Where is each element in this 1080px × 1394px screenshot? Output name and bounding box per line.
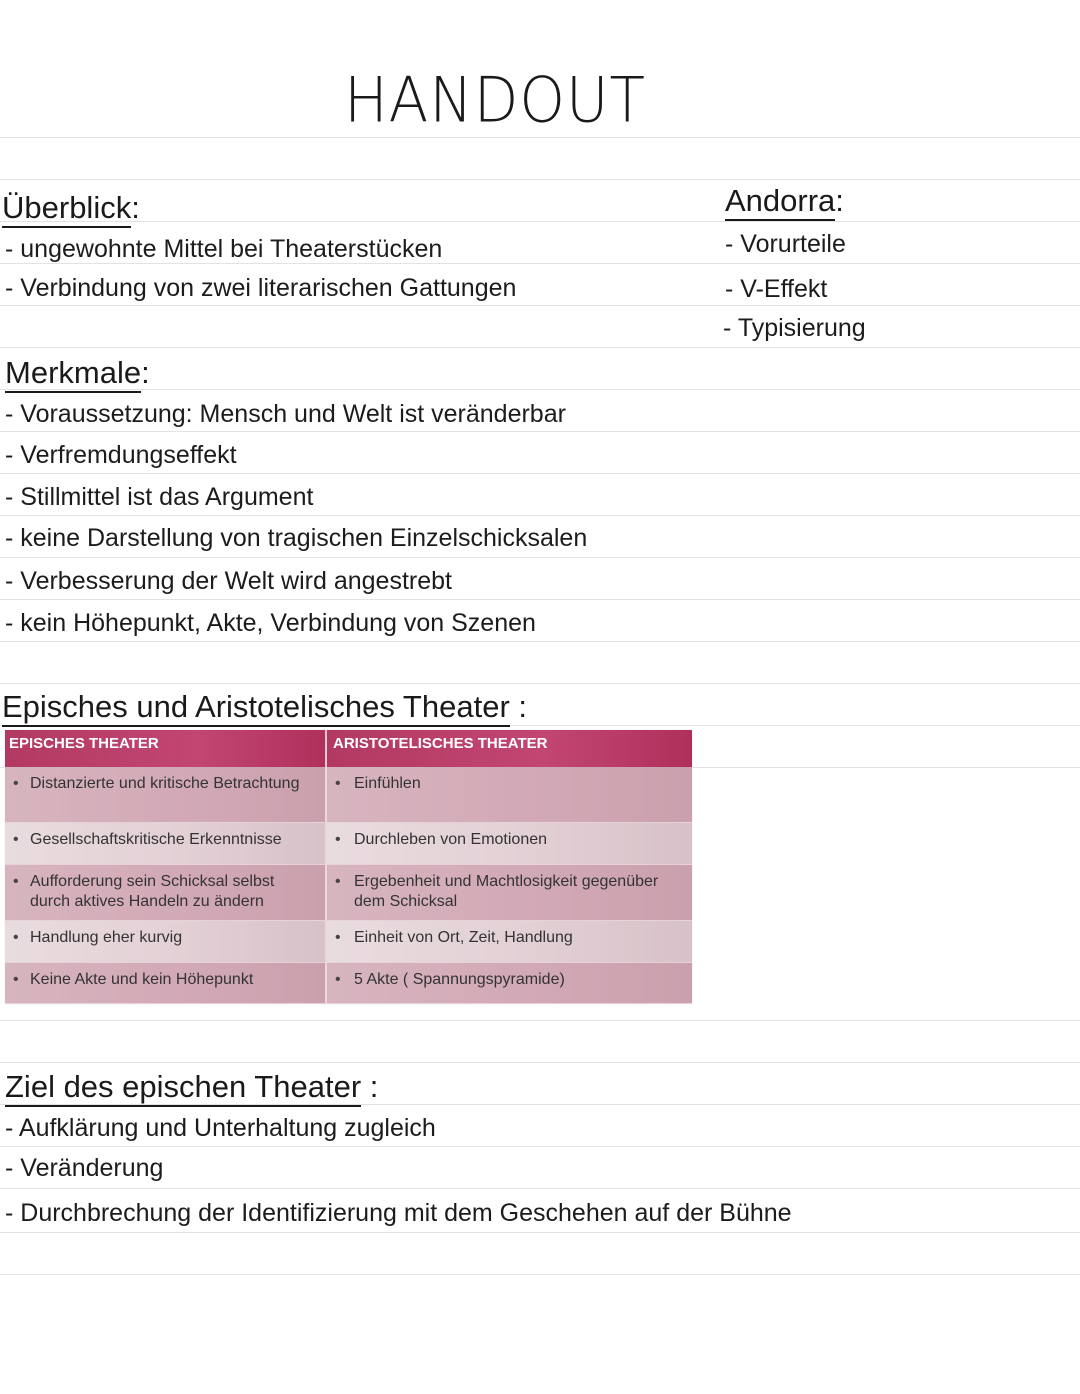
- andorra-item: - Typisierung: [723, 314, 866, 342]
- andorra-heading-colon: :: [835, 183, 844, 218]
- andorra-heading-text: Andorra: [725, 183, 835, 221]
- table-cell-epic: • Aufforderung sein Schicksal selbst durch aktives Handeln zu ändern: [5, 865, 327, 921]
- goal-heading-colon: :: [369, 1069, 379, 1104]
- table-cell-aristotelian: • Einheit von Ort, Zeit, Handlung: [327, 921, 692, 963]
- table-cell-aristotelian: • 5 Akte ( Spannungspyramide): [327, 963, 692, 1004]
- table-cell-aristotelian: • Durchleben von Emotionen: [327, 823, 692, 865]
- comparison-heading-colon: :: [518, 689, 528, 724]
- table-cell-aristotelian: • Einfühlen: [327, 767, 692, 823]
- andorra-item: - V-Effekt: [725, 275, 828, 303]
- features-item: - kein Höhepunkt, Akte, Verbindung von Szenen: [5, 609, 536, 637]
- comparison-heading-text: Episches und Aristotelisches Theater: [2, 689, 510, 727]
- comparison-heading: [2, 689, 527, 725]
- features-heading-text: Merkmale: [5, 355, 141, 393]
- table-cell-epic: • Distanzierte und kritische Betrachtung: [5, 767, 327, 823]
- andorra-heading: [725, 183, 844, 219]
- table-cell-epic: • Keine Akte und kein Höhepunkt: [5, 963, 327, 1004]
- features-item: - Voraussetzung: Mensch und Welt ist veränderbar: [5, 400, 566, 428]
- overview-item: - ungewohnte Mittel bei Theaterstücken: [5, 235, 443, 263]
- goal-item: - Aufklärung und Unterhaltung zugleich: [5, 1114, 436, 1142]
- overview-item: - Verbindung von zwei literarischen Gattungen: [5, 274, 517, 302]
- overview-heading: [2, 190, 140, 226]
- comparison-table: [5, 730, 692, 1004]
- table-cell-aristotelian: • Ergebenheit und Machtlosigkeit gegenüber dem Schicksal: [327, 865, 692, 921]
- overview-heading-text: Überblick: [2, 190, 131, 228]
- andorra-item: - Vorurteile: [725, 230, 846, 258]
- table-cell-epic: • Gesellschaftskritische Erkenntnisse: [5, 823, 327, 865]
- features-item: - Verfremdungseffekt: [5, 441, 237, 469]
- features-heading: [5, 355, 150, 391]
- goal-heading: [5, 1069, 378, 1105]
- features-item: - keine Darstellung von tragischen Einzelschicksalen: [5, 524, 588, 552]
- table-header-epic: EPISCHES THEATER: [5, 730, 327, 767]
- page-title: HANDOUT: [344, 63, 646, 137]
- table-header-aristotelian: ARISTOTELISCHES THEATER: [327, 730, 692, 767]
- goal-item: - Durchbrechung der Identifizierung mit dem Geschehen auf der Bühne: [5, 1199, 792, 1227]
- overview-heading-colon: :: [131, 190, 140, 225]
- table-cell-epic: • Handlung eher kurvig: [5, 921, 327, 963]
- features-heading-colon: :: [141, 355, 150, 390]
- goal-heading-text: Ziel des epischen Theater: [5, 1069, 361, 1107]
- goal-item: - Veränderung: [5, 1154, 164, 1182]
- features-item: - Verbesserung der Welt wird angestrebt: [5, 567, 452, 595]
- features-item: - Stillmittel ist das Argument: [5, 483, 314, 511]
